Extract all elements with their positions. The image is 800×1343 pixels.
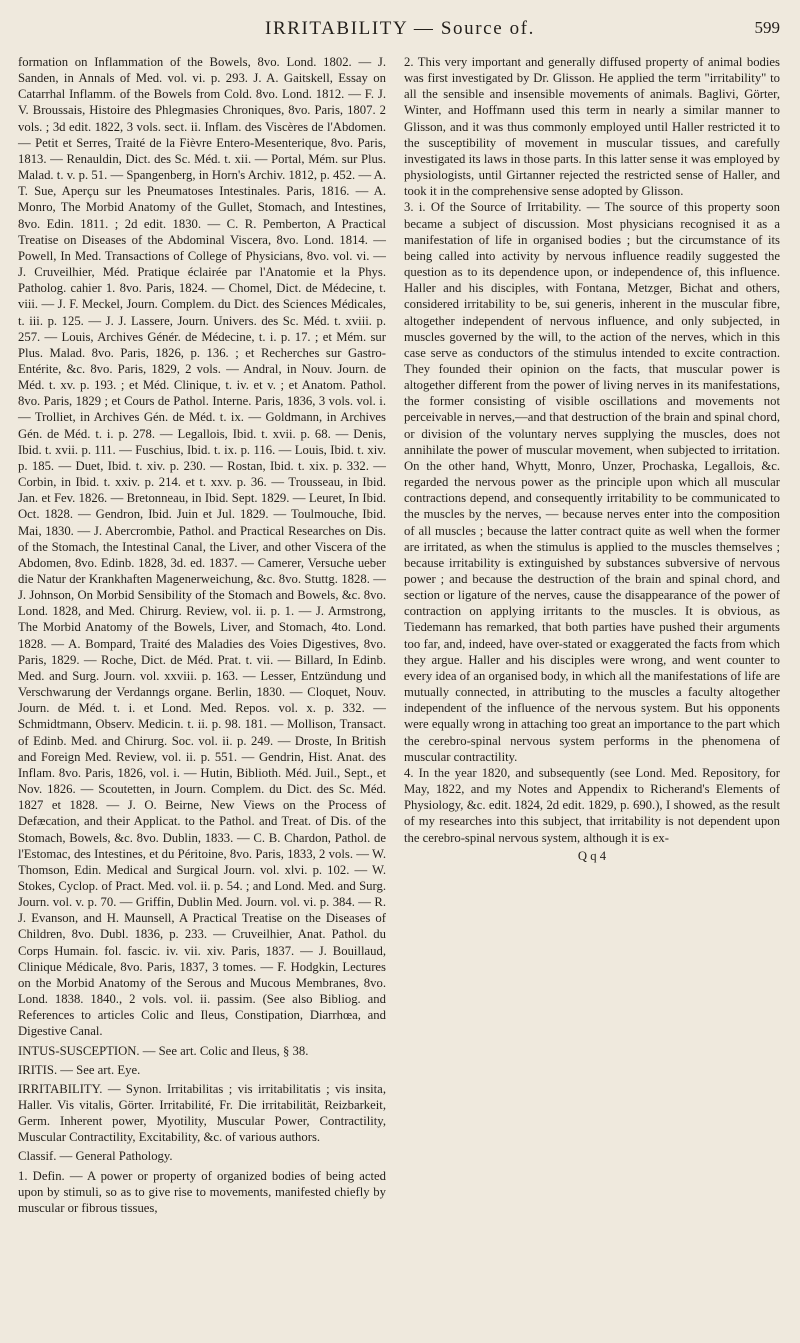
signature-mark: Q q 4 [577, 848, 607, 863]
entry-irritability: IRRITABILITY. — Synon. Irritabilitas ; vis irritabilitatis ; vis insita, Haller. Vis vitalis, Görter. Irritabilité, Fr. Die irritabilität, Reizbarkeit, Germ. Inherent power, Myotility, Muscular Power, Contractility, Muscular Contractility, Excitability, &c. of various authors. [18, 1081, 386, 1145]
definition-paragraph: 1. Defin. — A power or property of organized bodies of being acted upon by stimuli, so as to give rise to movements, manifested chiefly by muscular or fibrous tissues, [18, 1168, 386, 1215]
paragraph-4: 4. In the year 1820, and subsequently (see Lond. Med. Repository, for May, 1822, and my Notes and Appendix to Richerand's Elements of Physiology, &c. edit. 1824, 2d edit. 1829, p. 690.), I showed, as the result of my researches into this subject, that irritability is not dependent upon the cerebro-spinal nervous system, although it is ex- [404, 765, 780, 845]
bibliography-paragraph: formation on Inflammation of the Bowels, 8vo. Lond. 1802. — J. Sanden, in Annals of Med. vol. vi. p. 293. J. A. Gaitskell, Essay on Catarrhal Inflamm. of the Bowels from Cold. 8vo. Lond. 1812. — F. J. V. Broussais, Histoire des Phlegmasies Chroniques, 8vo. Paris, 1807. 2 vols. ; 3d edit. 1822, 3 vols. sect. ii. Inflam. des Viscères de l'Abdomen. — Petit et Serres, Traité de la Fièvre Entero-Mesenterique, 8vo. Paris, 1813. — Renauldin, Dict. des Sc. Méd. t. xii. — Portal, Mém. sur Plus. Malad. t. v. p. 51. — Spangenberg, in Horn's Archiv. 1812, p. 452. — A. T. Sue, Aperçu sur les Pneumatoses Intestinales. Paris, 1816. — A. Monro, The Morbid Anatomy of the Gullet, Stomach, and Intestines, 8vo. Edin. 1811. ; 2d edit. 1830. — C. R. Pemberton, A Practical Treatise on Diseases of the Abdominal Viscera, 8vo. Lond. 1814. — Powell, In Med. Transactions of College of Physicians, 8vo. vol. vi. — J. Cruveilhier, Méd. Pratique éclairée par l'Anatomie et la Phys. Patholog. cahier 1. 8vo. Paris, 1824. — Chomel, Dict. de Médecine, t. viii. — J. F. Meckel, Journ. Complem. du Dict. des Sciences Médicales, t. iii. p. 125. — J. J. Lassere, Journ. Univers. des Sc. Méd. t. xviii. p. 257. — Louis, Archives Génér. de Médecine, t. i. p. 17. ; et Mém. sur Plus. Malad. 8vo. Paris, 1826, p. 136. ; et Recherches sur Gastro-Entérite, &c. 8vo. Paris, 1829, 2 vols. — Andral, in Nouv. Journ. de Méd. t. xv. p. 193. ; et Méd. Clinique, t. iv. et v. ; et Anatom. Pathol. 8vo. Paris, 1829 ; et Cours de Pathol. Interne. Paris, 1836, 3 vols. vol. i. — Trolliet, in Archives Gén. de Méd. t. ix. — Goldmann, in Archives Gén. de Méd. t. i. p. 278. — Legallois, Ibid. t. xvii. p. 68. — Denis, Ibid. t. xvii. p. 111. — Fuschius, Ibid. t. ix. p. 116. — Louis, Ibid. t. xiv. p. 185. — Duet, Ibid. t. xiv. p. 230. — Rostan, Ibid. t. xix. p. 332. — Corbin, in Ibid. t. xxiv. p. 214. et t. xxv. p. 36. — Trousseau, in Ibid. Jan. et Fev. 1826. — Bretonneau, in Ibid. Sept. 1829. — Leuret, In Ibid. Oct. 1828. — Gendron, Ibid. Juin et Jul. 1829. — Toulmouche, Ibid. Mai, 1830. — J. Abercrombie, Pathol. and Practical Researches on Dis. of the Stomach, the Intestinal Canal, the Liver, and other Viscera of the Abdomen, 8vo. Edinb. 1828, 3d. ed. 1837. — Camerer, Versuche ueber die Natur der Krankhaften Magenerweichung, &c. 8vo. Stuttg. 1828. — J. Johnson, On Morbid Sensibility of the Stomach and Bowels, &c. 8vo. Lond. 1828, and Med. Chirurg. Review, vol. ii. p. 1. — J. Armstrong, The Morbid Anatomy of the Bowels, Liver, and Stomach, 4to. Lond. 1828. — A. Bompard, Traité des Maladies des Voies Digestives, 8vo. Paris, 1829. — Roche, Dict. de Méd. Prat. t. vii. — Billard, In Edinb. Med. and Surg. Journ. vol. xxviii. p. 163. — Lesser, Entzündung und Verschwarung der Verdanngs organe. Berlin, 1830. — Cloquet, Nouv. Journ. de Méd. t. i. et Lond. Med. Repos. vol. x. p. 332. — Schmidtmann, Observ. Medicin. t. ii. p. 98. 181. — Mollison, Transact. of Edinb. Med. and Chirurg. Soc. vol. ii. p. 249. — Droste, In British and Foreign Med. Review, vol. ii. p. 551. — Gendrin, Hist. Anat. des Inflam. 8vo. Paris, 1826, vol. i. — Hutin, Biblioth. Méd. Juil., Sept., et Nov. 1826. — Scoutetten, in Journ. Complem. du Dict. des Sc. Méd. 1827 et 1828. — J. O. Beirne, New Views on the Process of Defæcation, and their Applicat. to the Pathol. and Treat. of Dis. of the Stomach, Bowels, &c. 8vo. Dublin, 1833. — C. B. Chardon, Pathol. de l'Estomac, des Intestines, et du Péritoine, 8vo. Paris, 1833, 2 vols. — W. Thomson, Edin. Medical and Surgical Journ. vol. xlvi. p. 102. — W. Stokes, Cyclop. of Pract. Med. vol. ii. p. 54. ; and Lond. Med. and Surg. Journ. vol. v. p. 70. — Griffin, Dublin Med. Journ. vol. vi. p. 384. — R. J. Evanson, and H. Maunsell, A Practical Treatise on the Diseases of Children, 8vo. Dubl. 1836, p. 233. — Cruveilhier, Anat. Pathol. du Corps Humain. fol. fascic. iv. vii. xiv. Paris, 1837. — J. Bouillaud, Clinique Médicale, 8vo. Paris, 1837, 3 tomes. — F. Hodgkin, Lectures on the Morbid Anatomy of the Serous and Mucous Membranes, 8vo. Lond. 1838. 1840., 2 vols. vol. ii. passim. (See also Bibliog. and References to articles Colic and Ileus, Constipation, Diarrhœa, and Digestive Canal. [18, 55, 386, 1039]
running-title: IRRITABILITY — Source of. [265, 18, 535, 39]
entry-intussusception: INTUS-SUSCEPTION. — See art. Colic and Ileus, § 38. [18, 1043, 309, 1058]
page-number: 599 [754, 18, 780, 37]
paragraph-3: 3. i. Of the Source of Irritability. — The source of this property soon became a subject of discussion. Most physicians recognised it as a manifestation of life in organised bodies ; but the circumstance of its being called into activity by nervous influence readily suggested the question as to its dependence upon, or independence of, this influence. Haller and his disciples, with Fontana, Metzger, Bichat and others, considered irritability to be, sui generis, inherent in the muscular fibre, altogether independent of nervous influence, and only subjected, in muscles governed by the will, to the action of the nerves, which in this case serve as conductors of the stimulus intended to excite contraction. They founded their opinion on the facts, that muscular power is altogether different from the power of living nerves in its manifestations, the former consisting of visible oscillations and movements not perceivable in nerves,—and that destruction of the brain and spinal chord, or division of the voluntary nerves supplying the muscles, does not annihilate the power of muscular movement, when subjected to irritation. On the other hand, Whytt, Monro, Unzer, Prochaska, Legallois, &c. regarded the nervous power as the principle upon which all muscular contractions depend, and consequently irritability to be communicated to the muscles by the nerves, — because nerves enter into the composition of all muscles ; because the latter contract quite as well when the former are irritated, as when the stimulus is applied to the muscles themselves ; because irritability is extinguished by substances subversive of nervous power ; and because the destruction of the brain and spinal chord, and section or ligature of the nerves, cause the disappearance of the power of contraction on applying irritants to the muscles. It is obvious, as Tiedemann has remarked, that both parties have pushed their arguments too far, and, indeed, have over-stated or exaggerated the facts from which they argue. Haller and his disciples were wrong, and went counter to every idea of an organised body, in which all the manifestations of life are mutually connected, in attributing to the muscles a faculty altogether independent of the influence of the nervous system. But his opponents were equally wrong in attaching too great an importance to the part which the cerebro-spinal nervous system performs in the phenomena of muscular contractility. [404, 200, 780, 764]
classification-line: Classif. — General Pathology. [18, 1149, 173, 1164]
entry-iritis: IRITIS. — See art. Eye. [18, 1062, 141, 1077]
right-column [404, 54, 780, 864]
running-header [18, 18, 782, 44]
left-column [18, 54, 386, 1216]
paragraph-2: 2. This very important and generally diffused property of animal bodies was first investigated by Dr. Glisson. He applied the term "irritability" to all the sensible and insensible movements of animals. Baglivi, Görter, Winter, and Hoffmann used this term in nearly a similar manner to Glisson, and it was thus commonly employed until Haller restricted it to the susceptibility of movement in muscular tissues, and carefully investigated its laws in those parts. In this latter sense it was employed by physiologists, until Girtanner rejected the restricted sense of Haller, and took it in the comprehensive sense adopted by Glisson. [404, 55, 780, 199]
